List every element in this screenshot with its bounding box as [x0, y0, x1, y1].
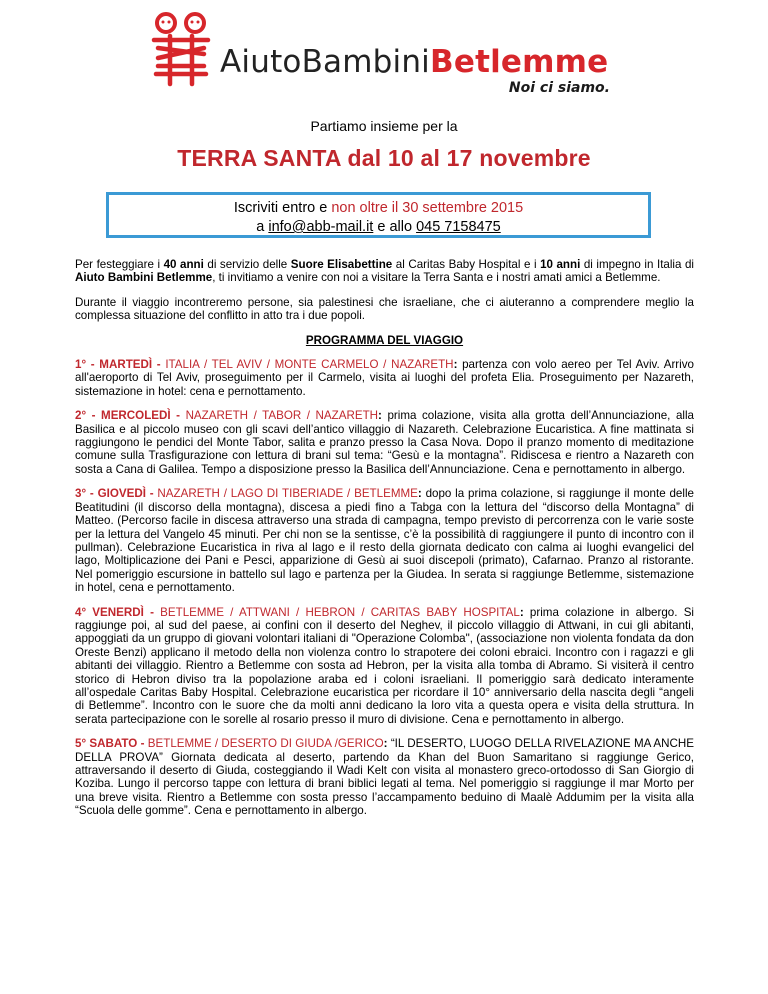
signup-contact-prefix: a — [256, 219, 269, 235]
intro-line: Partiamo insieme per la — [310, 118, 458, 134]
phone-link[interactable]: 045 7158475 — [416, 219, 501, 235]
signup-deadline: non oltre il 30 settembre 2015 — [331, 200, 524, 216]
p1-text: , ti invitiamo a venire con noi a visitare la Terra Santa e i nostri amati amici a Betlemme. — [212, 271, 661, 285]
signup-line-1 — [109, 199, 648, 218]
p1-text: di impegno in Italia di — [580, 258, 695, 271]
signup-line-2 — [109, 218, 648, 237]
day-heading: 1° - MARTEDÌ - — [75, 358, 166, 372]
org-name-part1: AiutoBambini — [220, 44, 431, 80]
day-1: 1° - MARTEDÌ - ITALIA / TEL AVIV / MONTE CARMELO / NAZARETH: partenza con volo aereo per Tel Aviv. Arrivo all'aeroporto di Tel Aviv, proseguimento per il Carmelo, visita ai luoghi del profeta Elia. Proseguimento per Nazareth, sistemazione in hotel: cena e pernottamento. — [75, 358, 694, 398]
day-description: dopo la prima colazione, si raggiunge il monte delle Beatitudini (il discorso della montagna), discesa a piedi fino a Tabga con la lettura del “discorso della Montagna” di Matteo. (Percorso facile in discesa attraverso una strada di campagna, tempo previsto di percorrenza con le varie soste per la lettura del Vangelo 45 minuti. Per chi non se la sentisse, c’è la possibilità di raggiungere il punto di incontro con il pullman). Celebrazione Eucaristica in riva al lago e il resto della giornata dedicato con calma ai luoghi evangelici del lago, Moltiplicazione dei Pani e Pesci, apparizione di Gesù ai suoi discepoli (primato), Cafarnao. Pranzo al ristorante. Nel pomeriggio escursione in battello sul lago e partenza per la Giudea. In serata si raggiunge Betlemme, sistemazione in hotel, cena e pernottamento. — [75, 487, 694, 595]
day-heading: 5° SABATO - — [75, 737, 148, 751]
day-route: NAZARETH / LAGO DI TIBERIADE / BETLEMME — [157, 487, 418, 501]
tagline: Noi ci siamo. — [508, 80, 610, 96]
day-route: ITALIA / TEL AVIV / MONTE CARMELO / NAZARETH — [165, 358, 454, 372]
day-5: 5° SABATO - BETLEMME / DESERTO DI GIUDA /GERICO: “IL DESERTO, LUOGO DELLA RIVELAZIONE MA ANCHE DELLA PROVA” Giornata dedicata al deserto, partendo da Khan del Buon Samaritano si raggiunge Gerico, attraversando il deserto di Giuda, costeggiando il Wadi Kelt con visita al monastero greco-ortodosso di San Giorgio di Koziba. Lungo il percorso tappe con lettura di brani biblici legati al tema. Nel pomeriggio si raggiunge il mar Morto per una breve visita. Rientro a Betlemme con sosta presso l’accampamento beduino di Maalè Addumim per la visita alla “Scuola delle gomme”. Cena e pernottamento in albergo. — [75, 737, 694, 818]
signup-prefix: Iscriviti entro e — [233, 200, 332, 216]
signup-box — [106, 192, 651, 238]
paragraph-meetings: Durante il viaggio incontreremo persone, sia palestinesi che israeliane, che ci aiuteranno a comprendere meglio la complessa situazione del conflitto in atto tra i due popoli. — [75, 295, 694, 323]
paragraph-anniversary — [75, 258, 694, 285]
p1-bold: Suore Elisabettine — [290, 258, 393, 271]
logo — [148, 10, 618, 96]
day-heading: 2° - MERCOLEDÌ - — [75, 409, 186, 423]
signup-contact-middle: e allo — [373, 219, 417, 235]
children-logo-icon — [148, 10, 214, 90]
day-route: BETLEMME / ATTWANI / HEBRON / CARITAS BABY HOSPITAL — [160, 605, 520, 619]
day-heading: 3° - GIOVEDÌ - — [75, 487, 158, 501]
p1-bold: Aiuto Bambini Betlemme — [75, 271, 213, 285]
headline: TERRA SANTA dal 10 al 17 novembre — [177, 145, 591, 171]
organization-name — [220, 44, 608, 80]
day-description: prima colazione in albergo. Si raggiunge poi, al sud del paese, ai confini con il deserto del Neghev, il piccolo villaggio di Attwani, in cui gli abitanti, appoggiati da un gruppo di giovani volontari italiani di "Operazione Colomba", (associazione non violenta fondata da don Oreste Benzi) applicano il metodo della non violenza contro lo strapotere dei coloni ebraici. Incontro con i ragazzi e gli abitanti dei villaggio. Rientro a Betlemme con sosta ad Hebron, per la visita alla tomba di Abramo. Si visiterà il centro storico di Hebron diviso tra la popolazione araba ed i coloni israeliani. Il pomeriggio sarà dedicato interamente all’ospedale Caritas Baby Hospital. Celebrazione eucaristica per ricordare il 10° anniversario della nascita degli “angeli di Betlemme”. Incontro con le suore che da molti anni dedicano la loro vita a questa opera e visita della struttura. In serata partecipazione con le sorelle al rosario presso il muro di divisione. Cena e pernottamento in albergo. — [75, 605, 694, 726]
day-3: 3° - GIOVEDÌ - NAZARETH / LAGO DI TIBERIADE / BETLEMME: dopo la prima colazione, si raggiunge il monte delle Beatitudini (il discorso della montagna), discesa a piedi fino a Tabga con la lettura del “discorso della Montagna” di Matteo. (Percorso facile in discesa attraverso una strada di campagna, tempo previsto di percorrenza con le varie soste per la lettura del Vangelo 45 minuti. Per chi non se la sentisse, c’è la possibilità di raggiungere il punto di incontro con il pullman). Celebrazione Eucaristica in riva al lago e il resto della giornata dedicato con calma ai luoghi evangelici del lago, Moltiplicazione dei Pani e Pesci, apparizione di Gesù ai suoi discepoli (primato), Cafarnao. Pranzo al ristorante. Nel pomeriggio escursione in battello sul lago e partenza per la Giudea. In serata si raggiunge Betlemme, sistemazione in hotel, cena e pernottamento. — [75, 487, 694, 595]
document-body — [75, 258, 694, 829]
day-description: prima colazione, visita alla grotta dell’Annunciazione, alla Basilica e al piccolo museo con gli scavi dell’antico villaggio di Nazareth. Celebrazione Eucaristica. A fine mattinata si raggiungono le pendici del Monte Tabor, salita e pranzo presso la Casa Nova. Dopo il pranzo momento di meditazione comune sulla Trasfigurazione con lettura di brani sul tema: “Gesù e la montagna”. Ridiscesa e rientro a Nazareth con sosta a Cana di Galilea. Tempo a disposizione presso la Basilica dell’Annunciazione. Cena e pernottamento in albergo. — [75, 409, 694, 476]
day-description: “IL DESERTO, LUOGO DELLA RIVELAZIONE MA ANCHE DELLA PROVA” Giornata dedicata al deserto, partendo da Khan del Buon Samaritano si raggiunge Gerico, attraversando il deserto di Giuda, costeggiando il Wadi Kelt con visita al monastero greco-ortodosso di San Giorgio di Koziba. Lungo il percorso tappe con lettura di brani biblici legati al tema. Nel pomeriggio si raggiunge il mar Morto per una breve visita. Rientro a Betlemme con sosta presso l’accampamento beduino di Maalè Addumim per la visita alla “Scuola delle gomme”. Cena e pernottamento in albergo. — [75, 737, 694, 818]
day-4: 4° VENERDÌ - BETLEMME / ATTWANI / HEBRON / CARITAS BABY HOSPITAL: prima colazione in albergo. Si raggiunge poi, al sud del paese, ai confini con il deserto del Neghev, il piccolo villaggio di Attwani, in cui gli abitanti, appoggiati da un gruppo di giovani volontari italiani di "Operazione Colomba", (associazione non violenta fondata da don Oreste Benzi) applicano il metodo della non violenza contro lo strapotere dei coloni ebraici. Incontro con i ragazzi e gli abitanti dei villaggio. Rientro a Betlemme con sosta ad Hebron, per la visita alla tomba di Abramo. Si visiterà il centro storico di Hebron diviso tra la popolazione araba ed i coloni israeliani. Il pomeriggio sarà dedicato interamente all’ospedale Caritas Baby Hospital. Celebrazione eucaristica per ricordare il 10° anniversario della nascita degli “angeli di Betlemme”. Incontro con le suore che da molti anni dedicano la loro vita a questa opera e visita della struttura. In serata partecipazione con le sorelle al rosario presso il muro di divisione. Cena e pernottamento in albergo. — [75, 605, 694, 726]
p1-bold: 10 anni — [540, 258, 581, 271]
day-2: 2° - MERCOLEDÌ - NAZARETH / TABOR / NAZARETH: prima colazione, visita alla grotta dell’Annunciazione, alla Basilica e al piccolo museo con gli scavi dell’antico villaggio di Nazareth. Celebrazione Eucaristica. A fine mattinata si raggiungono le pendici del Monte Tabor, salita e pranzo presso la Casa Nova. Dopo il pranzo momento di meditazione comune sulla Trasfigurazione con lettura di brani sul tema: “Gesù e la montagna”. Ridiscesa e rientro a Nazareth con sosta a Cana di Galilea. Tempo a disposizione presso la Basilica dell’Annunciazione. Cena e pernottamento in albergo. — [75, 409, 694, 476]
org-name-part2: Betlemme — [430, 44, 609, 80]
p1-text: Per festeggiare i — [75, 258, 164, 271]
day-route: NAZARETH / TABOR / NAZARETH — [185, 409, 379, 423]
program-title: PROGRAMMA DEL VIAGGIO — [305, 333, 464, 347]
day-route: BETLEMME / DESERTO DI GIUDA /GERICO — [147, 737, 384, 751]
email-link[interactable]: info@abb-mail.it — [268, 219, 374, 235]
p1-text: al Caritas Baby Hospital e i — [392, 258, 541, 271]
day-description: partenza con volo aereo per Tel Aviv. Arrivo all'aeroporto di Tel Aviv, proseguimento per il Carmelo, visita ai luoghi del profeta Elia. Proseguimento per Nazareth, sistemazione in hotel: cena e pernottamento. — [75, 358, 694, 398]
p1-bold: 40 anni — [163, 258, 204, 271]
day-heading: 4° VENERDÌ - — [75, 605, 161, 619]
p1-text: di servizio delle — [203, 258, 291, 271]
